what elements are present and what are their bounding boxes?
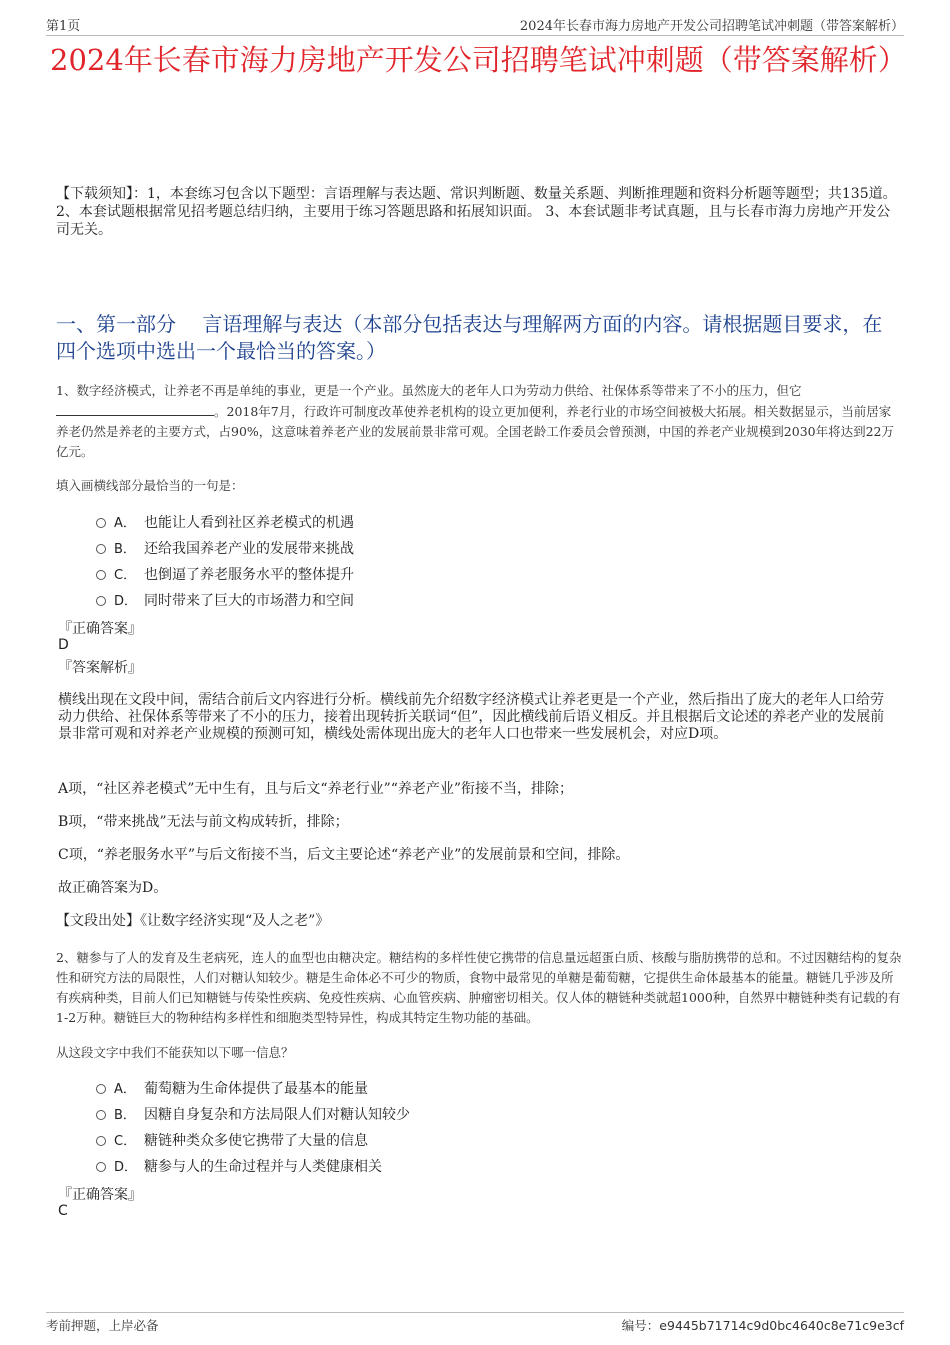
question-1-text-before: 1、数字经济模式，让养老不再是单纯的事业，更是一个产业。虽然庞大的老年人口为劳动力供给、社保体系等带来了不小的压力，但它 <box>56 383 802 398</box>
q2-option-a[interactable]: A． 葡萄糖为生命体提供了最基本的能量 <box>96 1078 368 1098</box>
fill-blank <box>56 401 214 416</box>
radio-icon[interactable] <box>96 570 106 580</box>
q1-option-a[interactable]: A． 也能让人看到社区养老模式的机遇 <box>96 512 354 532</box>
footer-code: 编号：e9445b71714c9d0bc4640c8e71c9e3cf <box>621 1318 904 1333</box>
question-2-prompt: 从这段文字中我们不能获知以下哪一信息？ <box>56 1045 294 1060</box>
radio-icon[interactable] <box>96 596 106 606</box>
q1-option-d[interactable]: D． 同时带来了巨大的市场潜力和空间 <box>96 590 354 610</box>
section-heading: 一、第一部分 言语理解与表达（本部分包括表达与理解两方面的内容。请根据题目要求，在四个选项中选出一个最恰当的答案。） <box>56 312 883 363</box>
q2-answer: C <box>58 1203 68 1219</box>
correct-answer-label: 『正确答案』 <box>58 621 142 637</box>
q1-analysis-c: C项，“养老服务水平”与后文衔接不当，后文主要论述“养老产业”的发展前景和空间，排除。 <box>58 847 630 863</box>
page-number: 第1页 <box>46 19 81 34</box>
q1-conclusion: 故正确答案为D。 <box>58 880 168 896</box>
question-1-text-after: 。2018年7月，行政许可制度改革使养老机构的设立更加便利，养老行业的市场空间被极大拓展。相关数据显示，当前居家养老仍然是养老的主要方式，占90%，这意味着养老产业的发展前景非常可观。全国老龄工作委员会曾预测，中国的养老产业规模到2030年将达到22万亿元。 <box>56 404 895 459</box>
q1-analysis-b: B项，“带来挑战”无法与前文构成转折，排除； <box>58 814 349 830</box>
question-1-stem <box>56 381 902 462</box>
q2-option-c[interactable]: C． 糖链种类众多使它携带了大量的信息 <box>96 1130 368 1150</box>
radio-icon[interactable] <box>96 1162 106 1172</box>
q2-option-b[interactable]: B． 因糖自身复杂和方法局限人们对糖认知较少 <box>96 1104 410 1124</box>
page-header <box>46 15 904 36</box>
q2-option-d[interactable]: D． 糖参与人的生命过程并与人类健康相关 <box>96 1156 382 1176</box>
q1-option-c[interactable]: C． 也倒逼了养老服务水平的整体提升 <box>96 564 354 584</box>
header-doc-title: 2024年长春市海力房地产开发公司招聘笔试冲刺题（带答案解析） <box>519 19 904 34</box>
page-title: 2024年长春市海力房地产开发公司招聘笔试冲刺题（带答案解析） <box>50 43 907 77</box>
analysis-label: 『答案解析』 <box>58 660 142 676</box>
radio-icon[interactable] <box>96 1136 106 1146</box>
radio-icon[interactable] <box>96 1110 106 1120</box>
radio-icon[interactable] <box>96 1084 106 1094</box>
page-footer <box>46 1312 904 1335</box>
q1-analysis-main: 横线出现在文段中间，需结合前后文内容进行分析。横线前先介绍数字经济模式让养老更是一个产业，然后指出了庞大的老年人口给劳动力供给、社保体系等带来了不小的压力，接着出现转折关联词“但”，因此横线前后语义相反。并且根据后文论述的养老产业的发展前景非常可观和对养老产业规模的预测可知，横线处需体现出庞大的老年人口也带来一些发展机会，对应D项。 <box>58 692 885 742</box>
correct-answer-label: 『正确答案』 <box>58 1187 142 1203</box>
q1-answer: D <box>58 637 69 653</box>
q1-option-b[interactable]: B． 还给我国养老产业的发展带来挑战 <box>96 538 354 558</box>
question-2-stem: 2、糖参与了人的发育及生老病死，连人的血型也由糖决定。糖结构的多样性使它携带的信息量远超蛋白质、核酸与脂肪携带的总和。不过因糖结构的复杂性和研究方法的局限性，人们对糖认知较少。糖是生命体必不可少的物质，食物中最常见的单糖是葡萄糖，它提供生命体最基本的能量。糖链几乎涉及所有疾病种类，目前人们已知糖链与传染性疾病、免疫性疾病、心血管疾病、肿瘤密切相关。仅人体的糖链种类就超1000种，自然界中糖链种类有记载的有1-2万种。糖链巨大的物种结构多样性和细胞类型特异性，构成其特定生物功能的基础。 <box>56 950 902 1025</box>
footer-slogan: 考前押题，上岸必备 <box>46 1318 159 1333</box>
question-1-prompt: 填入画横线部分最恰当的一句是： <box>56 478 244 493</box>
download-notice: 【下载须知】：1，本套练习包含以下题型：言语理解与表达题、常识判断题、数量关系题、判断推理题和资料分析题等题型；共135道。 2、本套试题根据常见招考题总结归纳，主要用于练习答题思路和拓展知识面。 3、本套试题非考试真题，且与长春市海力房地产开发公司无关。 <box>56 186 897 238</box>
radio-icon[interactable] <box>96 518 106 528</box>
q1-source: 【文段出处】《让数字经济实现“及人之老”》 <box>56 913 330 929</box>
q1-analysis-a: A项，“社区养老模式”无中生有，且与后文“养老行业”“养老产业”衔接不当，排除； <box>58 781 574 797</box>
radio-icon[interactable] <box>96 544 106 554</box>
